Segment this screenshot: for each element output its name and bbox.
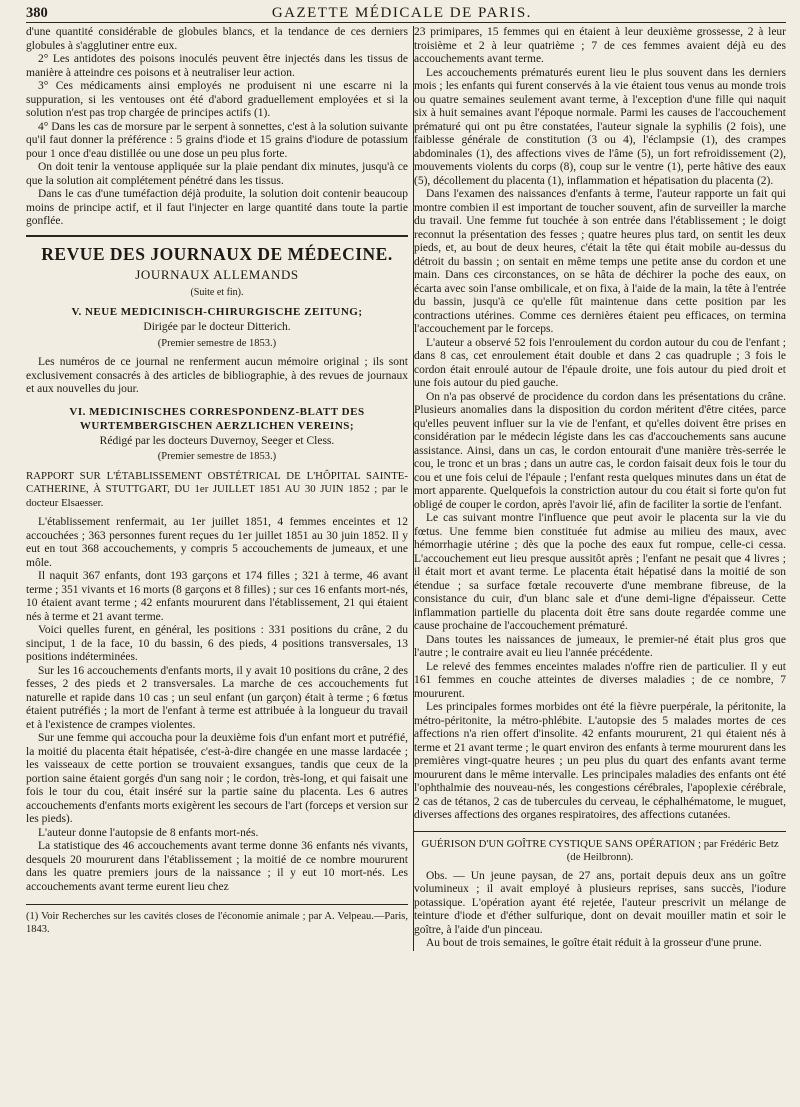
paragraph: Le cas suivant montre l'influence que peut avoir le placenta sur la vie du fœtus. Une femme bien constituée fut admise au milieu des maux, avec hémorrhagie utérine ; dès que la poche des eaux fut rompue, celle-ci cessa. L'accouchement eut lieu presque aussitôt après ; l'enfant ne pesait que 4 livres ; il était mort et avant terme. Le placenta était hépatisé dans la moitié de son étendue ; sa surface fœtale recouverte d'une membrane fibreuse, de la consistance du cuir, d'un blanc sale et d'une demi-ligne d'épaisseur. Cette inflammation partielle du placenta doit être sans doute regardée comme une cause prochaine de l'accouchement prématuré.: [413, 512, 786, 632]
article-title: GUÉRISON D'UN GOÎTRE CYSTIQUE SANS OPÉRATION ; par Frédéric Betz (de Heilbronn).: [414, 831, 786, 864]
paragraph: Dans l'examen des naissances d'enfants à terme, l'auteur rapporte un fait qui montre combien il est important de toucher souvent, afin de surveiller la marche du travail. Une femme fut touchée à son entrée dans l'établissement ; le doigt reconnut la présentation des fesses ; quatre heures plus tard, on sentit les deux pieds, et, au bout de deux heures, c'était la tête qui était mobile au-dessus du détroit du bassin ; on sentait en même temps une petite anse du cordon et une main. Dans ces circonstances, on se hâta de déchirer la poche des eaux, on écarta avec soin l'anse ombilicale, et on fixa, à l'aide de la main, la tête à l'entrée du bassin, jusqu'à ce qu'elle fût maintenue dans cette position par les contractions utérines. Comme ces dernières étaient peu efficaces, on termina l'accouchement par le forceps.: [413, 188, 786, 335]
paragraph: Il naquit 367 enfants, dont 193 garçons et 174 filles ; 321 à terme, 46 avant terme ; 351 vivants et 16 morts (8 garçons et 8 filles) ; sur ces 16 enfants mort-nés, 10 étaient avant terme ; 42 enfants moururent dans l'établissement, 21 qui étaient nés à terme et 21 avant terme.: [26, 570, 408, 623]
paragraph: L'auteur a observé 52 fois l'enroulement du cordon autour du cou de l'enfant ; dans 8 cas, cet enroulement était double et dans 2 cas quadruple ; 3 fois le cordon était enroulé autour de l'épaule droite, une fois autour du pied droit et une fois autour du pied gauche.: [413, 336, 786, 389]
paragraph: On n'a pas observé de procidence du cordon dans les présentations du crâne. Plusieurs anomalies dans la disposition du cordon méritent d'être citées, parce qu'elles peuvent influer sur la vie de l'enfant, et qu'elles doivent être prises en considération par le médecin légiste dans les cas d'accouchements sans aucune assistance. Ainsi, dans un cas, le cordon entourait d'une manière très-serrée le cou, le tronc et un bras ; dans un autre cas, le cordon faisait deux fois le tour du cou et une fois celui de l'épaule ; l'enfant resta quelques minutes dans un état de mort apparente. Quelquefois la constriction autour du cou était si forte qu'on fut obligé de couper le cordon, après l'avoir lié, afin de faciliter la sortie de l'enfant.: [413, 390, 786, 511]
page-header: [26, 0, 786, 23]
paragraph: Sur les 16 accouchements d'enfants morts, il y avait 10 positions du crâne, 2 des fesses, 2 des pieds et 2 transversales. La marche de ces accouchements fut naturelle et rapide dans 10 cas ; un seul enfant (un garçon) était à terme ; 6 fœtus étaient putréfiés ; la mort de l'enfant à terme est attribuée à la longueur du travail et à l'existence de crampes violentes.: [26, 664, 408, 731]
paragraph: Voici quelles furent, en général, les positions : 331 positions du crâne, 2 du sinciput, 1 de la face, 10 du bassin, 6 des pieds, 4 positions transversales, 13 positions indéterminées.: [26, 624, 408, 663]
paragraph: Le relevé des femmes enceintes malades n'offre rien de particulier. Il y eut 161 femmes en couche atteintes de diverses maladies ; de ce nombre, 7 moururent.: [413, 660, 786, 700]
paragraph: La statistique des 46 accouchements avant terme donne 36 enfants nés vivants, desquels 20 moururent dans l'établissement ; la moitié de ce nombre moururent dans les quatre premiers jours de la naissance ; il y eut 10 mort-nés. Les accouchements avant terme eurent lieu chez: [26, 840, 408, 893]
page-number: 380: [26, 5, 48, 21]
paragraph: Dans toutes les naissances de jumeaux, le premier-né était plus gros que l'autre ; le contraire avait eu lieu l'année précédente.: [413, 633, 786, 659]
paragraph: 4° Dans les cas de morsure par le serpent à sonnettes, c'est à la solution suivante qu'il faut donner la préférence : 5 grains d'iode et 15 grains d'iodure de potassium pour 1 once d'eau distillée ou une dose un peu plus forte.: [26, 120, 408, 160]
journal-editor: Dirigée par le docteur Ditterich.: [143, 321, 291, 333]
right-column: [414, 26, 786, 951]
report-title: RAPPORT SUR L'ÉTABLISSEMENT OBSTÉTRICAL DE L'HÔPITAL SAINTE-CATHERINE, À STUTTGART, DU 1er JUILLET 1851 AU 30 JUIN 1852 ; par le docteur Elsaesser.: [26, 469, 408, 509]
columns: [26, 26, 786, 951]
paragraph: L'auteur donne l'autopsie de 8 enfants mort-nés.: [38, 826, 259, 839]
paragraph: d'une quantité considérable de globules blancs, et la tendance de ces derniers globules à s'agglutiner entre eux.: [26, 26, 408, 52]
paragraph: L'établissement renfermait, au 1er juillet 1851, 4 femmes enceintes et 12 accouchées ; 363 personnes furent reçues du 1er juillet 1851 au 30 juin 1852. Il y eut en tout 368 accouchements, y compris 5 accouchements de jumeaux, et une môle.: [26, 516, 408, 569]
journal-editor: Rédigé par les docteurs Duvernoy, Seeger et Cless.: [99, 434, 335, 447]
journal-title: GAZETTE MÉDICALE DE PARIS.: [271, 5, 532, 21]
paragraph: Sur une femme qui accoucha pour la deuxième fois d'un enfant mort et putréfié, la moitié du placenta était hépatisée, c'est-à-dire changée en une masse lardacée ; les vaisseaux de cette portion se trouvaient exsangues, tandis que ceux de la portion saine étaient gorgés d'un sang noir ; le cordon, très-long, et qui faisait une fois le tour du cou, était inséré sur la partie saine du placenta. Les 6 autres accouchements d'enfants morts exigèrent les secours de l'art (forceps et version sur les pieds).: [26, 732, 408, 825]
section-note: (Suite et fin).: [190, 286, 244, 298]
paragraph: Dans le cas d'une tuméfaction déjà produite, la solution doit contenir beaucoup moins de principe actif, et il faut l'injecter en large quantité dans toute la partie gonflée.: [26, 188, 408, 227]
section-subtitle: JOURNAUX ALLEMANDS: [135, 266, 299, 282]
paragraph: Au bout de trois semaines, le goître était réduit à la grosseur d'une prune.: [425, 937, 762, 949]
journal-semester: (Premier semestre de 1853.): [157, 337, 277, 349]
footnote: (1) Voir Recherches sur les cavités closes de l'économie animale ; par A. Velpeau.—Paris, 1843.: [26, 904, 408, 936]
paragraph: Les accouchements prématurés eurent lieu le plus souvent dans les derniers mois ; les enfants qui furent conservés à la vie étaient tous venus au monde trois ou quatre semaines seulement avant terme, à l'exception d'une fille qui naquit six à huit semaines avant l'époque normale. Parmi les causes de l'accouchement prématuré qui ont pu être constatées, l'auteur signale la syphilis (2 fois), une faiblesse générale de constitution (3 ou 4), l'éclampsie (1), des crampes abdominales (1), des affections vives de l'âme (5), un fort refroidissement (2), mouvements violents du corps (8), coup sur le ventre (1), perte hâtive des eaux (5), décollement du placenta (1), inflammation et hépatisation du placenta (2).: [413, 66, 786, 187]
left-column: [26, 26, 414, 951]
journal-heading: VI. MEDICINISCHES CORRESPONDENZ-BLATT DES WURTEMBERGISCHEN AERZLICHEN VEREINS;: [69, 405, 365, 432]
paragraph: 23 primipares, 15 femmes qui en étaient à leur deuxième grossesse, 2 à leur troisième et 2 à leur quatrième ; 7 de ces femmes avaient déjà eu des accouchements avant terme.: [413, 26, 786, 65]
journal-semester: (Premier semestre de 1853.): [157, 451, 277, 462]
paragraph: 2° Les antidotes des poisons inoculés peuvent être injectés dans les tissus de manière à atteindre ces poisons et à neutraliser leur action.: [26, 53, 408, 79]
paragraph: On doit tenir la ventouse appliquée sur la plaie pendant dix minutes, jusqu'à ce que la solution ait complétement pénétré dans les tissus.: [26, 161, 408, 187]
paragraph: Les principales formes morbides ont été la fièvre puerpérale, la péritonite, la métro-péritonite, la métro-phlébite. L'autopsie des 5 malades mortes de ces affections n'a rien offert d'insolite. 42 enfants moururent, 21 qui étaient nés à terme et 21 avant terme ; le quart environ des enfants à terme moururent dans les premières vingt-quatre heures ; un peu plus du quart des enfants avant terme moururent dans le même intervalle. Les principales maladies des enfants ont été l'ophthalmie des nouveau-nés, les congestions cérébrales, l'apoplexie cérébrale, 2 cas de tétanos, 2 cas de tubercules du cerveau, le céphalhématome, le muguet, diverses affections des organes respiratoires, des affections cutanées.: [413, 701, 786, 821]
paragraph: 3° Ces médicaments ainsi employés ne produisent ni une escarre ni la suppuration, si les ventouses ont été d'abord graduellement employées et si la solution n'est pas trop chargée de principes actifs (1).: [26, 80, 408, 119]
section-title: REVUE DES JOURNAUX DE MÉDECINE.: [26, 235, 408, 265]
paragraph: Obs. — Un jeune paysan, de 27 ans, portait depuis deux ans un goître volumineux ; il avait employé à plusieurs reprises, sans succès, l'iodure potassique. L'opération ayant été rejetée, l'auteur prescrivit un mélange de teinture d'iode et d'éther sulfurique, dont on devait mouiller matin et soir le goître, à l'aide d'un pinceau.: [413, 869, 786, 936]
paragraph: Les numéros de ce journal ne renferment aucun mémoire original ; ils sont exclusivement consacrés à des articles de bibliographie, à des revues de journaux et aux nouvelles du jour.: [26, 356, 408, 395]
journal-heading: V. NEUE MEDICINISCH-CHIRURGISCHE ZEITUNG;: [71, 306, 363, 318]
